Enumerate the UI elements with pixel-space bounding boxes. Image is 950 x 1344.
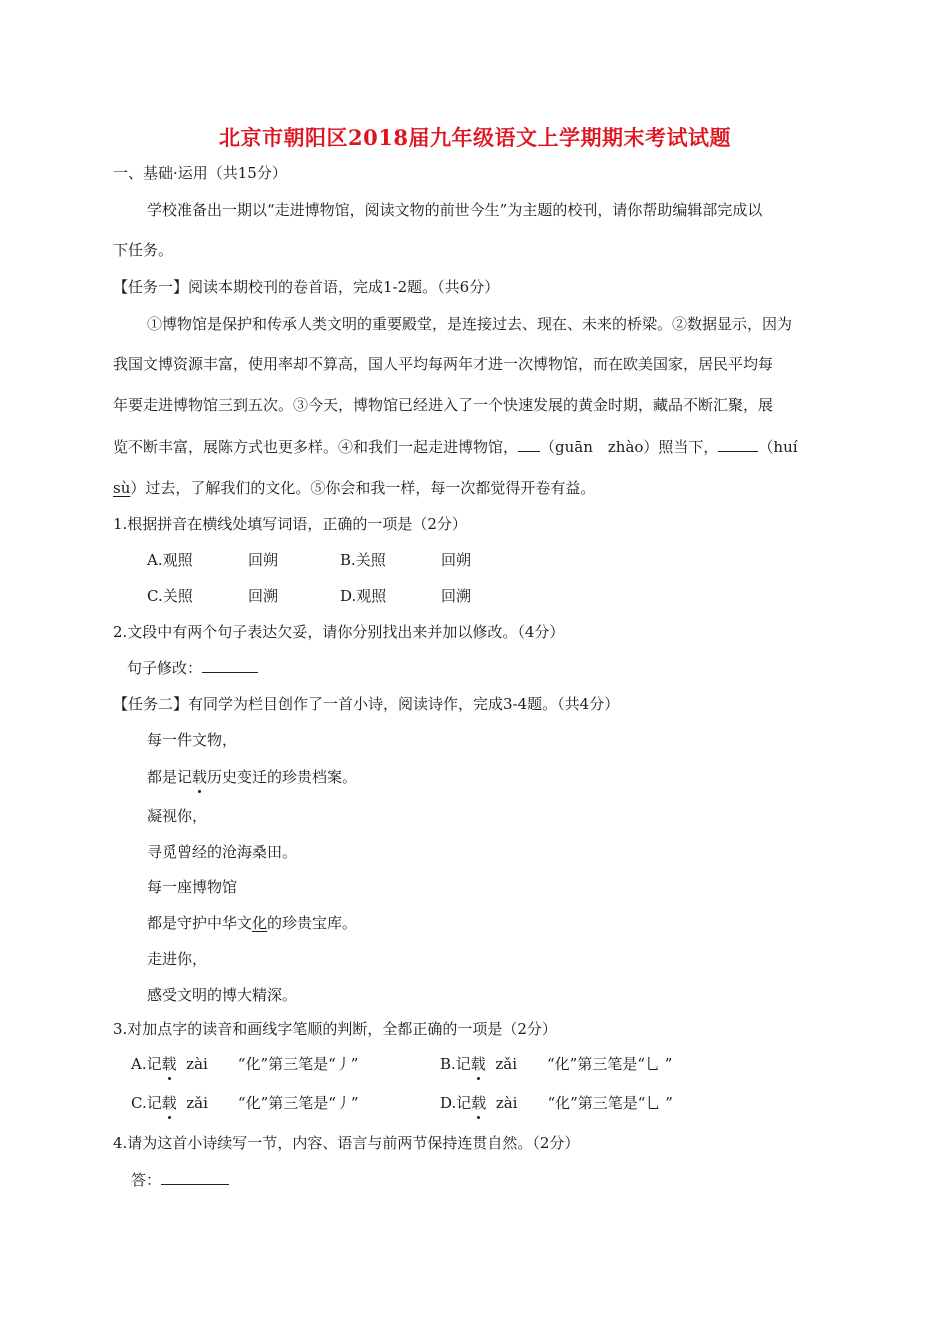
dotted-char-zai: 载 bbox=[192, 768, 208, 786]
q3-option-a-dotted: 载 bbox=[161, 1055, 177, 1073]
q3-option-d[interactable] bbox=[440, 1093, 673, 1113]
q1-option-b[interactable]: B.关照 bbox=[340, 551, 386, 569]
q4-answer-blank[interactable] bbox=[161, 1170, 229, 1185]
poem-line-6 bbox=[147, 913, 357, 933]
q3-option-c-text: zǎi “化”第三笔是“丿” bbox=[176, 1094, 359, 1112]
q3-option-b-text: zǎi “化”第三笔是“乚 ” bbox=[485, 1055, 673, 1073]
q3-option-a-text: zài “化”第三笔是“丿” bbox=[176, 1055, 359, 1073]
q2-answer-blank[interactable] bbox=[202, 658, 258, 673]
q3-option-c-dotted: 载 bbox=[161, 1094, 177, 1112]
q4-answer bbox=[131, 1170, 229, 1190]
poem-line-7: 走进你， bbox=[147, 950, 208, 968]
poem-line-4: 寻觅曾经的沧海桑田。 bbox=[147, 843, 298, 861]
poem-line-2-end: 历史变迁的珍贵档案。 bbox=[207, 768, 358, 786]
pinyin-su: sù bbox=[113, 479, 131, 497]
poem-line-2-start: 都是记 bbox=[147, 768, 193, 786]
blank-huisu[interactable] bbox=[718, 437, 758, 452]
poem-line-8: 感受文明的博大精深。 bbox=[147, 986, 298, 1004]
passage-line-2: 我国文博资源丰富，使用率却不算高，国人平均每两年才进一次博物馆，而在欧美国家，居民平均每 bbox=[113, 355, 774, 373]
page-title: 北京市朝阳区2018届九年级语文上学期期末考试试题 bbox=[219, 125, 731, 150]
q3-option-d-label: D.记 bbox=[440, 1094, 472, 1112]
poem-line-1: 每一件文物， bbox=[147, 731, 238, 749]
poem-line-6-start: 都是守护中华文 bbox=[147, 914, 253, 932]
poem-line-3: 凝视你， bbox=[147, 807, 208, 825]
passage-line-5 bbox=[113, 478, 595, 498]
q1-option-c[interactable]: C.关照 bbox=[147, 587, 193, 605]
q3-stem: 3.对加点字的读音和画线字笔顺的判断，全都正确的一项是（2分） bbox=[113, 1020, 557, 1038]
section-heading: 一、基础·运用（共15分） bbox=[113, 164, 287, 182]
q3-option-a[interactable] bbox=[131, 1054, 358, 1074]
intro-line-2: 下任务。 bbox=[113, 241, 174, 259]
q3-option-d-text: zài “化”第三笔是“乚 ” bbox=[486, 1094, 673, 1112]
q3-option-c[interactable] bbox=[131, 1093, 359, 1113]
poem-line-6-end: 的珍贵宝库。 bbox=[267, 914, 358, 932]
q1-option-d-word2: 回溯 bbox=[441, 587, 472, 605]
q3-option-b-label: B.记 bbox=[440, 1055, 471, 1073]
passage-line-3: 年要走进博物馆三到五次。③今天，博物馆已经进入了一个快速发展的黄金时期，藏品不断汇聚，展 bbox=[113, 396, 774, 414]
passage-line-4 bbox=[113, 437, 798, 457]
q3-option-d-dotted: 载 bbox=[471, 1094, 487, 1112]
q2-answer-label: 句子修改： bbox=[127, 659, 203, 677]
poem-line-2 bbox=[147, 767, 357, 787]
q3-option-b-dotted: 载 bbox=[470, 1055, 486, 1073]
q4-stem: 4.请为这首小诗续写一节，内容、语言与前两节保持连贯自然。（2分） bbox=[113, 1134, 580, 1152]
q1-option-d[interactable]: D.观照 bbox=[340, 587, 387, 605]
passage-line-4-end: （huí bbox=[758, 438, 798, 456]
q1-stem: 1.根据拼音在横线处填写词语，正确的一项是（2分） bbox=[113, 515, 467, 533]
poem-line-5: 每一座博物馆 bbox=[147, 878, 238, 896]
q1-option-b-word2: 回朔 bbox=[441, 551, 472, 569]
task2-heading: 【任务二】有同学为栏目创作了一首小诗，阅读诗作，完成3-4题。（共4分） bbox=[113, 695, 620, 713]
passage-line-5-rest: ）过去，了解我们的文化。⑤你会和我一样，每一次都觉得开卷有益。 bbox=[130, 479, 596, 497]
q3-option-c-label: C.记 bbox=[131, 1094, 162, 1112]
q2-answer bbox=[127, 658, 258, 678]
q2-stem: 2.文段中有两个句子表达欠妥，请你分别找出来并加以修改。（4分） bbox=[113, 623, 565, 641]
passage-line-4-start: 览不断丰富，展陈方式也更多样。④和我们一起走进博物馆， bbox=[113, 438, 519, 456]
passage-line-4-mid: （guān zhào）照当下， bbox=[540, 438, 719, 456]
underlined-char-hua: 化 bbox=[252, 914, 268, 932]
q1-option-a[interactable]: A.观照 bbox=[147, 551, 193, 569]
q4-answer-label: 答： bbox=[131, 1171, 162, 1189]
q3-option-b[interactable] bbox=[440, 1054, 672, 1074]
q1-option-a-word2: 回朔 bbox=[248, 551, 279, 569]
q1-option-c-word2: 回溯 bbox=[248, 587, 279, 605]
blank-guanzhao[interactable] bbox=[518, 437, 540, 452]
task1-heading: 【任务一】阅读本期校刊的卷首语，完成1-2题。（共6分） bbox=[113, 278, 500, 296]
q3-option-a-label: A.记 bbox=[131, 1055, 162, 1073]
passage-line-1: ①博物馆是保护和传承人类文明的重要殿堂，是连接过去、现在、未来的桥梁。②数据显示，因为 bbox=[147, 315, 793, 333]
intro-line-1: 学校准备出一期以“走进博物馆，阅读文物的前世今生”为主题的校刊，请你帮助编辑部完成以 bbox=[147, 201, 763, 219]
